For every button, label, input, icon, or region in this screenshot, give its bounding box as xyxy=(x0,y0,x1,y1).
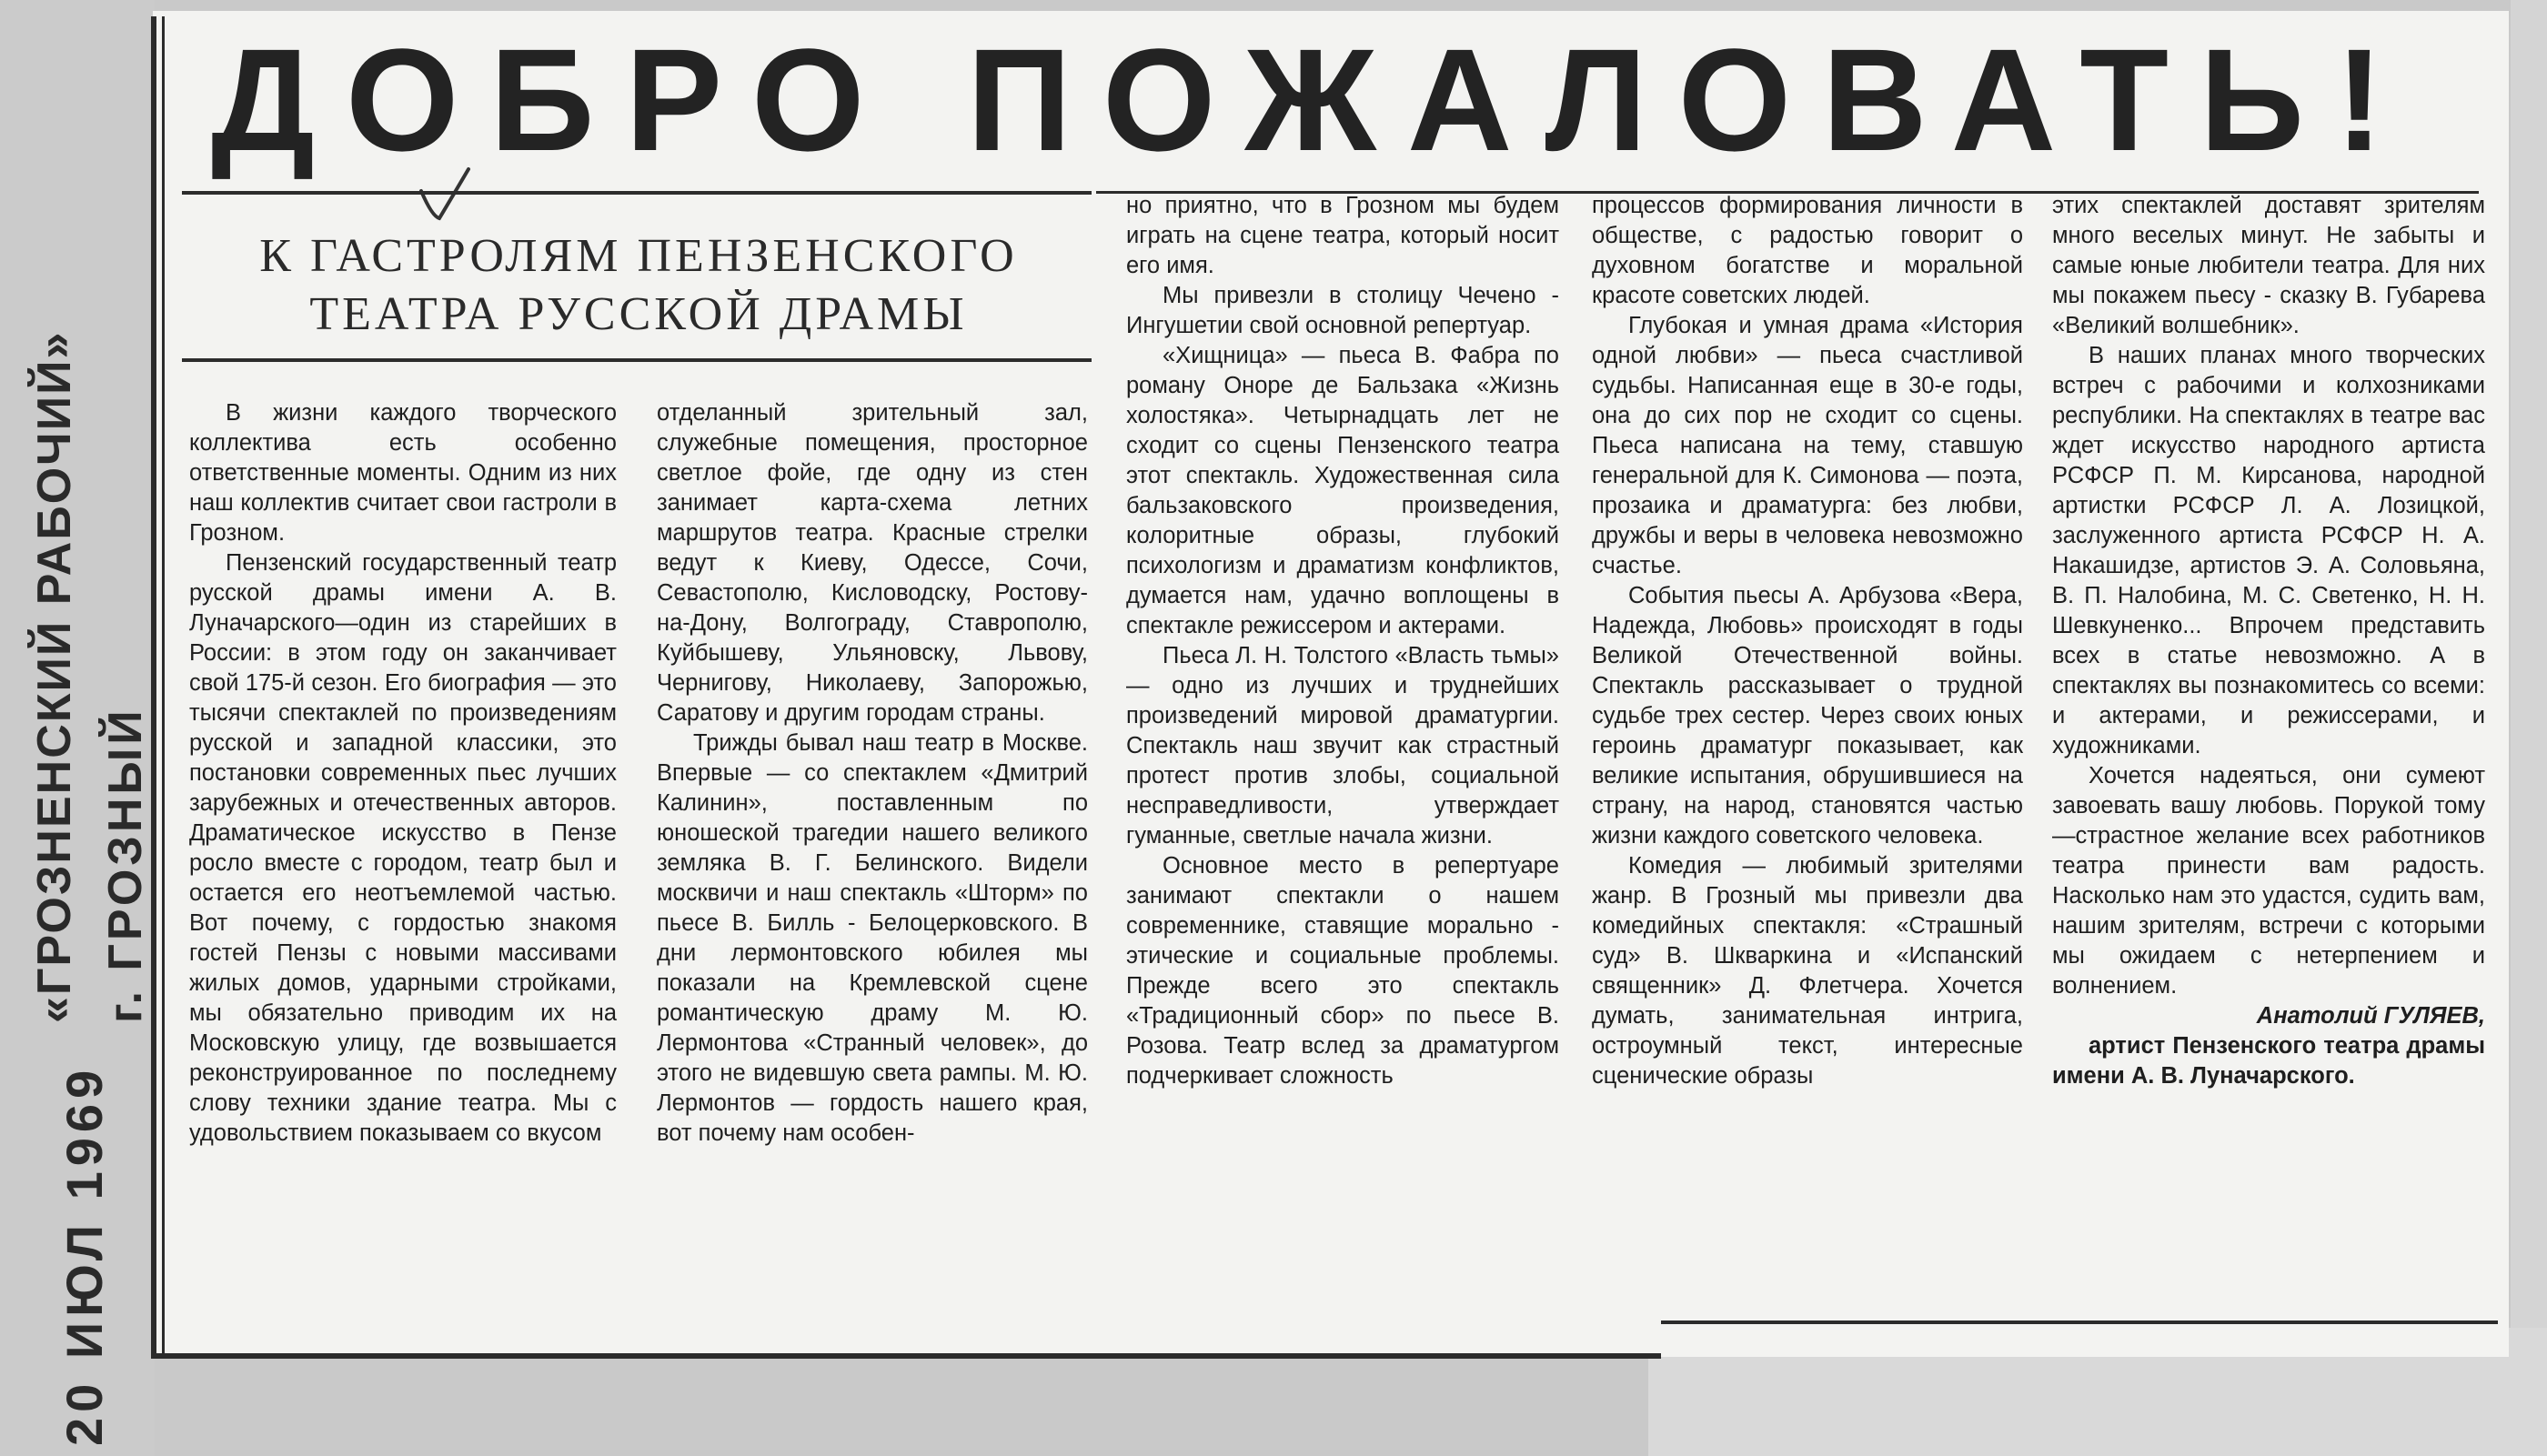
paragraph: Основное место в репертуаре занимают спектакли о нашем современнике, ставящие морально - этические и социальные проблемы. Прежде всего это спектакль «Традиционный сбор» по пьесе В. Розова. Театр вслед за драматургом подчеркивает сложность xyxy=(1126,853,1559,1089)
subtitle-line: ТЕАТРА РУССКОЙ ДРАМЫ xyxy=(309,288,968,340)
headline: ДОБРО ПОЖАЛОВАТЬ! xyxy=(211,18,2415,181)
author-title: артист Пензенского театра драмы имени А. В. Луначарского. xyxy=(2052,1033,2485,1089)
paragraph: этих спектаклей доставят зрителям много веселых минут. Не забыты и самые юные любители театра. Для них мы покажем пьесу - сказку В. Губарева «Великий волшебник». xyxy=(2052,193,2485,338)
stamp-newspaper-name: «ГРОЗНЕНСКИЙ РАБОЧИЙ» xyxy=(28,330,81,1023)
subtitle xyxy=(202,227,1075,344)
column-2 xyxy=(657,398,1088,1149)
paragraph: Трижды бывал наш театр в Москве. Впервые — со спектаклем «Дмитрий Калинин», поставленным по юношеской трагедии нашего великого земляка В. Г. Белинского. Видели москвичи и наш спектакль «Шторм» по пьесе В. Билль - Белоцерковского. В дни лермонтовского юбилея мы показали на Кремлевской сцене романтическую драму М. Ю. Лермонтова «Странный человек», до этого не видевшую света рампы. М. Ю. Лермонтов — гордость нашего края, вот почему нам особен- xyxy=(657,730,1088,1146)
paragraph: но приятно, что в Грозном мы будем играть на сцене театра, который носит его имя. xyxy=(1126,193,1559,278)
column-3 xyxy=(1126,191,1559,1091)
paragraph: Хочется надеяться, они сумеют завоевать вашу любовь. Порукой тому—страстное желание всех работников театра принести вам радость. Насколько нам это удастся, судить вам, нашим зрителям, встречи с которыми мы ожидаем с нетерпением и волнением. xyxy=(2052,763,2485,999)
subtitle-line: К ГАСТРОЛЯМ ПЕНЗЕНСКОГО xyxy=(259,230,1018,282)
author-name: Анатолий ГУЛЯЕВ, xyxy=(2256,1003,2485,1029)
paragraph: События пьесы А. Арбузова «Вера, Надежда, Любовь» происходят в годы Великой Отечественной войны. Спектакль рассказывает о трудной судьбе трех сестер. Через своих юных героинь драматург показывает, как великие испытания, обрушившиеся на страну, на народ, становятся частью жизни каждого советского человека. xyxy=(1592,583,2023,848)
frame-rule xyxy=(1661,1320,2498,1324)
newspaper-stamp xyxy=(27,331,153,1023)
paragraph: процессов формирования личности в обществе, с радостью говорит о духовном богатстве и моральной красоте советских людей. xyxy=(1592,193,2023,308)
paragraph: Глубокая и умная драма «История одной любви» — пьеса счастливой судьбы. Написанная еще в 30-е годы, она до сих пор не сходит со сцены. Пьеса написана на тему, ставшую генеральной для К. Симонова — поэта, прозаика и драматурга: без любви, дружбы и веры в человека невозможно счастье. xyxy=(1592,313,2023,578)
paragraph: Пьеса Л. Н. Толстого «Власть тьмы» — одно из лучших и труднейших произведений мировой драматургии. Спектакль наш звучит как страстный протест против злобы, социальной несправедливости, утверждает гуманные, светлые начала жизни. xyxy=(1126,643,1559,848)
paragraph: Комедия — любимый зрителями жанр. В Грозный мы привезли два комедийных спектакля: «Страшный суд» В. Шкваркина и «Испанский священник» Д. Флетчера. Хочется думать, занимательная интрига, остроумный текст, интересные сценические образы xyxy=(1592,853,2023,1089)
paragraph: В наших планах много творческих встреч с рабочими и колхозниками республики. На спектаклях в театре вас ждет искусство народного артиста РСФСР П. М. Кирсанова, народной артистки РСФСР Л. А. Лозицкой, заслуженного артиста РСФСР Н. А. Накашидзе, артистов Э. А. Соловьяна, В. П. Налобина, М. С. Светенко, Н. Н. Шевкуненко... Впрочем представить всех в статье невозможно. А в спектаклях вы познакомитесь со всеми: и актерами, и режиссерами, и художниками. xyxy=(2052,343,2485,758)
stamp-date: 20 ИЮЛ 1969 xyxy=(55,1064,113,1446)
frame-rule xyxy=(162,16,165,1359)
paragraph: отделанный зрительный зал, служебные помещения, просторное светлое фойе, где одну из стен занимает карта-схема летних маршрутов театра. Красные стрелки ведут к Киеву, Одессе, Сочи, Севастополю, Кисловодску, Ростову-на-Дону, Волгограду, Ставрополю, Куйбышеву, Ульяновску, Львову, Чернигову, Николаеву, Запорожью, Саратову и другим городам страны. xyxy=(657,400,1088,726)
paragraph: «Хищница» — пьеса В. Фабра по роману Оноре де Бальзака «Жизнь холостяка». Четырнадцать лет не сходит со сцены Пензенского театра этот спектакль. Художественная сила бальзаковского произведения, колоритные образы, глубокий психологизм и драматизм конфликтов, думается нам, удачно воплощены в спектакле режиссером и актерами. xyxy=(1126,343,1559,638)
paragraph: Мы привезли в столицу Чечено - Ингушетии свой основной репертуар. xyxy=(1126,283,1559,338)
frame-rule xyxy=(151,1353,1661,1359)
pen-checkmark-icon xyxy=(414,164,478,227)
column-4 xyxy=(1592,191,2023,1091)
paragraph: В жизни каждого творческого коллектива есть особенно ответственные моменты. Одним из них наш коллектив считает свои гастроли в Грозном. xyxy=(189,400,617,546)
paragraph: Пензенский государственный театр русской драмы имени А. В. Луначарского—один из старейших в России: в этом году он заканчивает свой 175-й сезон. Его биография — это тысячи спектаклей по произведениям русской и западной классики, это постановки современных пьес лучших зарубежных и отечественных авторов. Драматическое искусство в Пензе росло вместе с городом, театр был и остается его неотъемлемой частью. Вот почему, с гордостью знакомя гостей Пензы с новыми массивами жилых домов, ударными стройками, мы обязательно приводим их на Московскую улицу, где возвышается реконструированное по последнему слову техники здание театра. Мы с удовольствием показываем со вкусом xyxy=(189,550,617,1146)
column-5 xyxy=(2052,191,2485,1091)
card-backing-right xyxy=(2511,0,2547,1456)
rule xyxy=(182,191,1092,195)
stamp-city: г. ГРОЗНЫЙ xyxy=(99,707,152,1023)
rule xyxy=(182,358,1092,362)
column-1 xyxy=(189,398,617,1149)
